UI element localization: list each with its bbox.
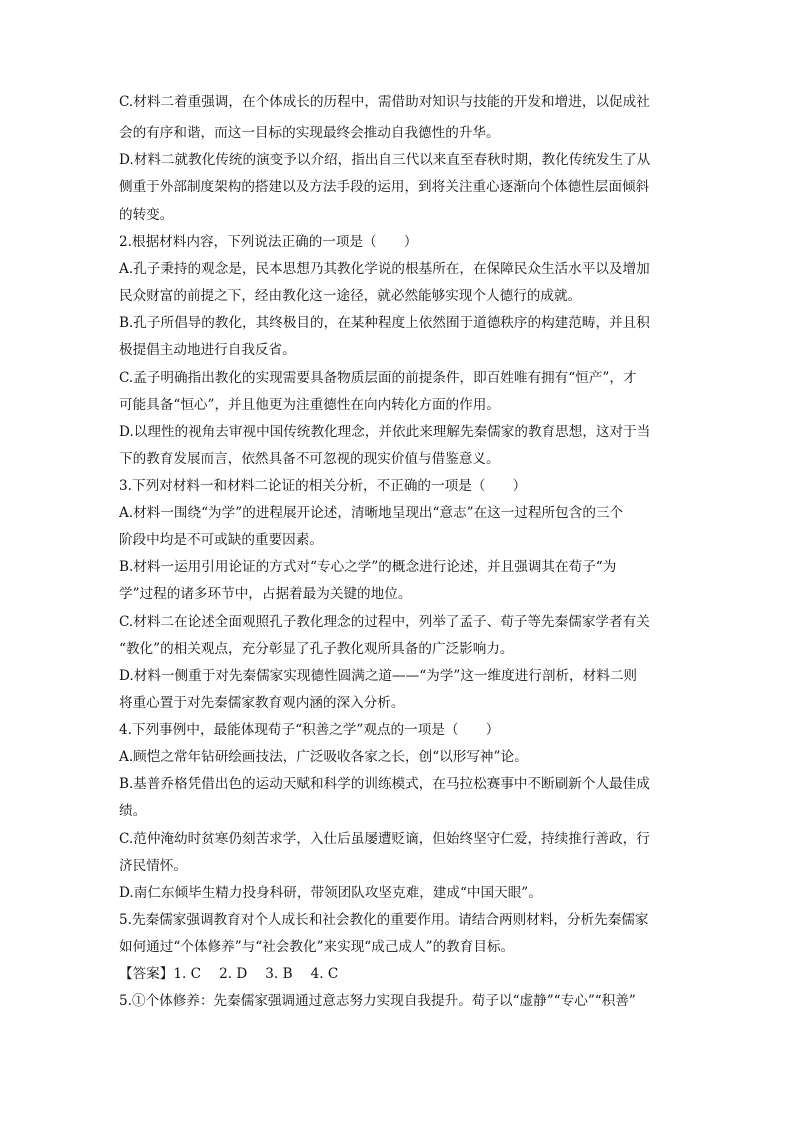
question-4-stem: 4.下列事例中，最能体现荀子“积善之学”观点的一项是（ ）: [119, 722, 500, 738]
option-3c-line-2: “教化”的相关观点，充分彰显了孔子教化观所具备的广泛影响力。: [119, 641, 514, 657]
option-3a-line-1: A.材料一围绕“为学”的进程展开论述，清晰地呈现出“意志”在这一过程所包含的三个: [119, 505, 624, 521]
option-2b-line-2: 极提倡主动地进行自我反省。: [119, 342, 296, 358]
option-3b-line-1: B.材料一运用引用论证的方式对“专心之学”的概念进行论述，并且强调其在荀子“为: [119, 559, 617, 575]
option-1d-line-3: 的转变。: [119, 207, 174, 223]
option-1d-line-2: 侧重于外部制度架构的搭建以及方法手段的运用，到将关注重心逐渐向个体德性层面倾斜: [119, 179, 650, 195]
option-4d-line-1: D.南仁东倾毕生精力投身科研，带领团队攻坚克难，建成“中国天眼”。: [119, 885, 542, 901]
option-4c-line-1: C.范仲淹幼时贫寒仍刻苦求学，入仕后虽屡遭贬谪，但始终坚守仁爱，持续推行善政，行: [119, 831, 650, 847]
option-4c-line-2: 济民情怀。: [119, 858, 187, 874]
option-1c-line-2: 会的有序和谐，而这一目标的实现最终会推动自我德性的升华。: [119, 125, 500, 141]
question-5-line-2: 如何通过“个体修养”与“社会教化”来实现“成己成人”的教育目标。: [119, 939, 515, 955]
option-4a-line-1: A.顾恺之常年钻研绘画技法，广泛吸收各家之长，创“以形写神”论。: [119, 749, 528, 765]
option-2d-line-2: 下的教育发展而言，依然具备不可忽视的现实价值与借鉴意义。: [119, 451, 500, 467]
answer-3: 3. B: [265, 966, 293, 982]
option-4b-line-2: 绩。: [119, 803, 147, 819]
option-3a-line-2: 阶段中均是不可或缺的重要因素。: [119, 532, 323, 548]
option-2d-line-1: D.以理性的视角去审视中国传统教化理念，并依此来理解先秦儒家的教育思想，这对于当: [119, 424, 651, 440]
answer-label: 【答案】: [119, 966, 174, 982]
answer-key: [119, 964, 685, 984]
option-3c-line-1: C.材料二在论述全面观照孔子教化理念的过程中，列举了孟子、荀子等先秦儒家学者有关: [119, 614, 650, 630]
answer-2: 2. D: [219, 966, 248, 982]
answer-4: 4. C: [310, 966, 339, 982]
option-3d-line-2: 将重心置于对先秦儒家教育观内涵的深入分析。: [119, 695, 405, 711]
option-1d-line-1: D.材料二就教化传统的演变予以介绍，指出自三代以来直至春秋时期，教化传统发生了从: [119, 152, 651, 168]
option-2a-line-1: A.孔子秉持的观念是，民本思想乃其教化学说的根基所在，在保障民众生活水平以及增加: [119, 261, 650, 277]
question-5-line-1: 5.先秦儒家强调教育对个人成长和社会教化的重要作用。请结合两则材料，分析先秦儒家: [119, 912, 649, 928]
option-2c-line-2: 可能具备“恒心”，并且他更为注重德性在向内转化方面的作用。: [119, 397, 500, 413]
option-2c-line-1: C.孟子明确指出教化的实现需要具备物质层面的前提条件，即百姓唯有拥有“恒产”，才: [119, 370, 637, 386]
option-3b-line-2: 学”过程的诸多环节中，占据着最为关键的地位。: [119, 586, 412, 602]
option-1c-line-1: C.材料二着重强调，在个体成长的历程中，需借助对知识与技能的开发和增进，以促成社: [119, 94, 650, 110]
question-3-stem: 3.下列对材料一和材料二论证的相关分析，不正确的一项是（ ）: [119, 478, 527, 494]
question-2-stem: 2.根据材料内容，下列说法正确的一项是（ ）: [119, 234, 418, 250]
option-2a-line-2: 民众财富的前提之下，经由教化这一途径，就必然能够实现个人德行的成就。: [119, 288, 582, 304]
answer-5-line-1: 5.①个体修养：先秦儒家强调通过意志努力实现自我提升。荀子以“虚静”“专心”“积善”: [119, 993, 636, 1009]
option-3d-line-1: D.材料一侧重于对先秦儒家实现德性圆满之道——“为学”这一维度进行剖析，材料二则: [119, 668, 638, 684]
answer-1: 1. C: [173, 966, 202, 982]
option-4b-line-1: B.基普乔格凭借出色的运动天赋和科学的训练模式，在马拉松赛事中不断刷新个人最佳成: [119, 776, 650, 792]
option-2b-line-1: B.孔子所倡导的教化，其终极目的，在某种程度上依然囿于道德秩序的构建范畴，并且积: [119, 315, 650, 331]
